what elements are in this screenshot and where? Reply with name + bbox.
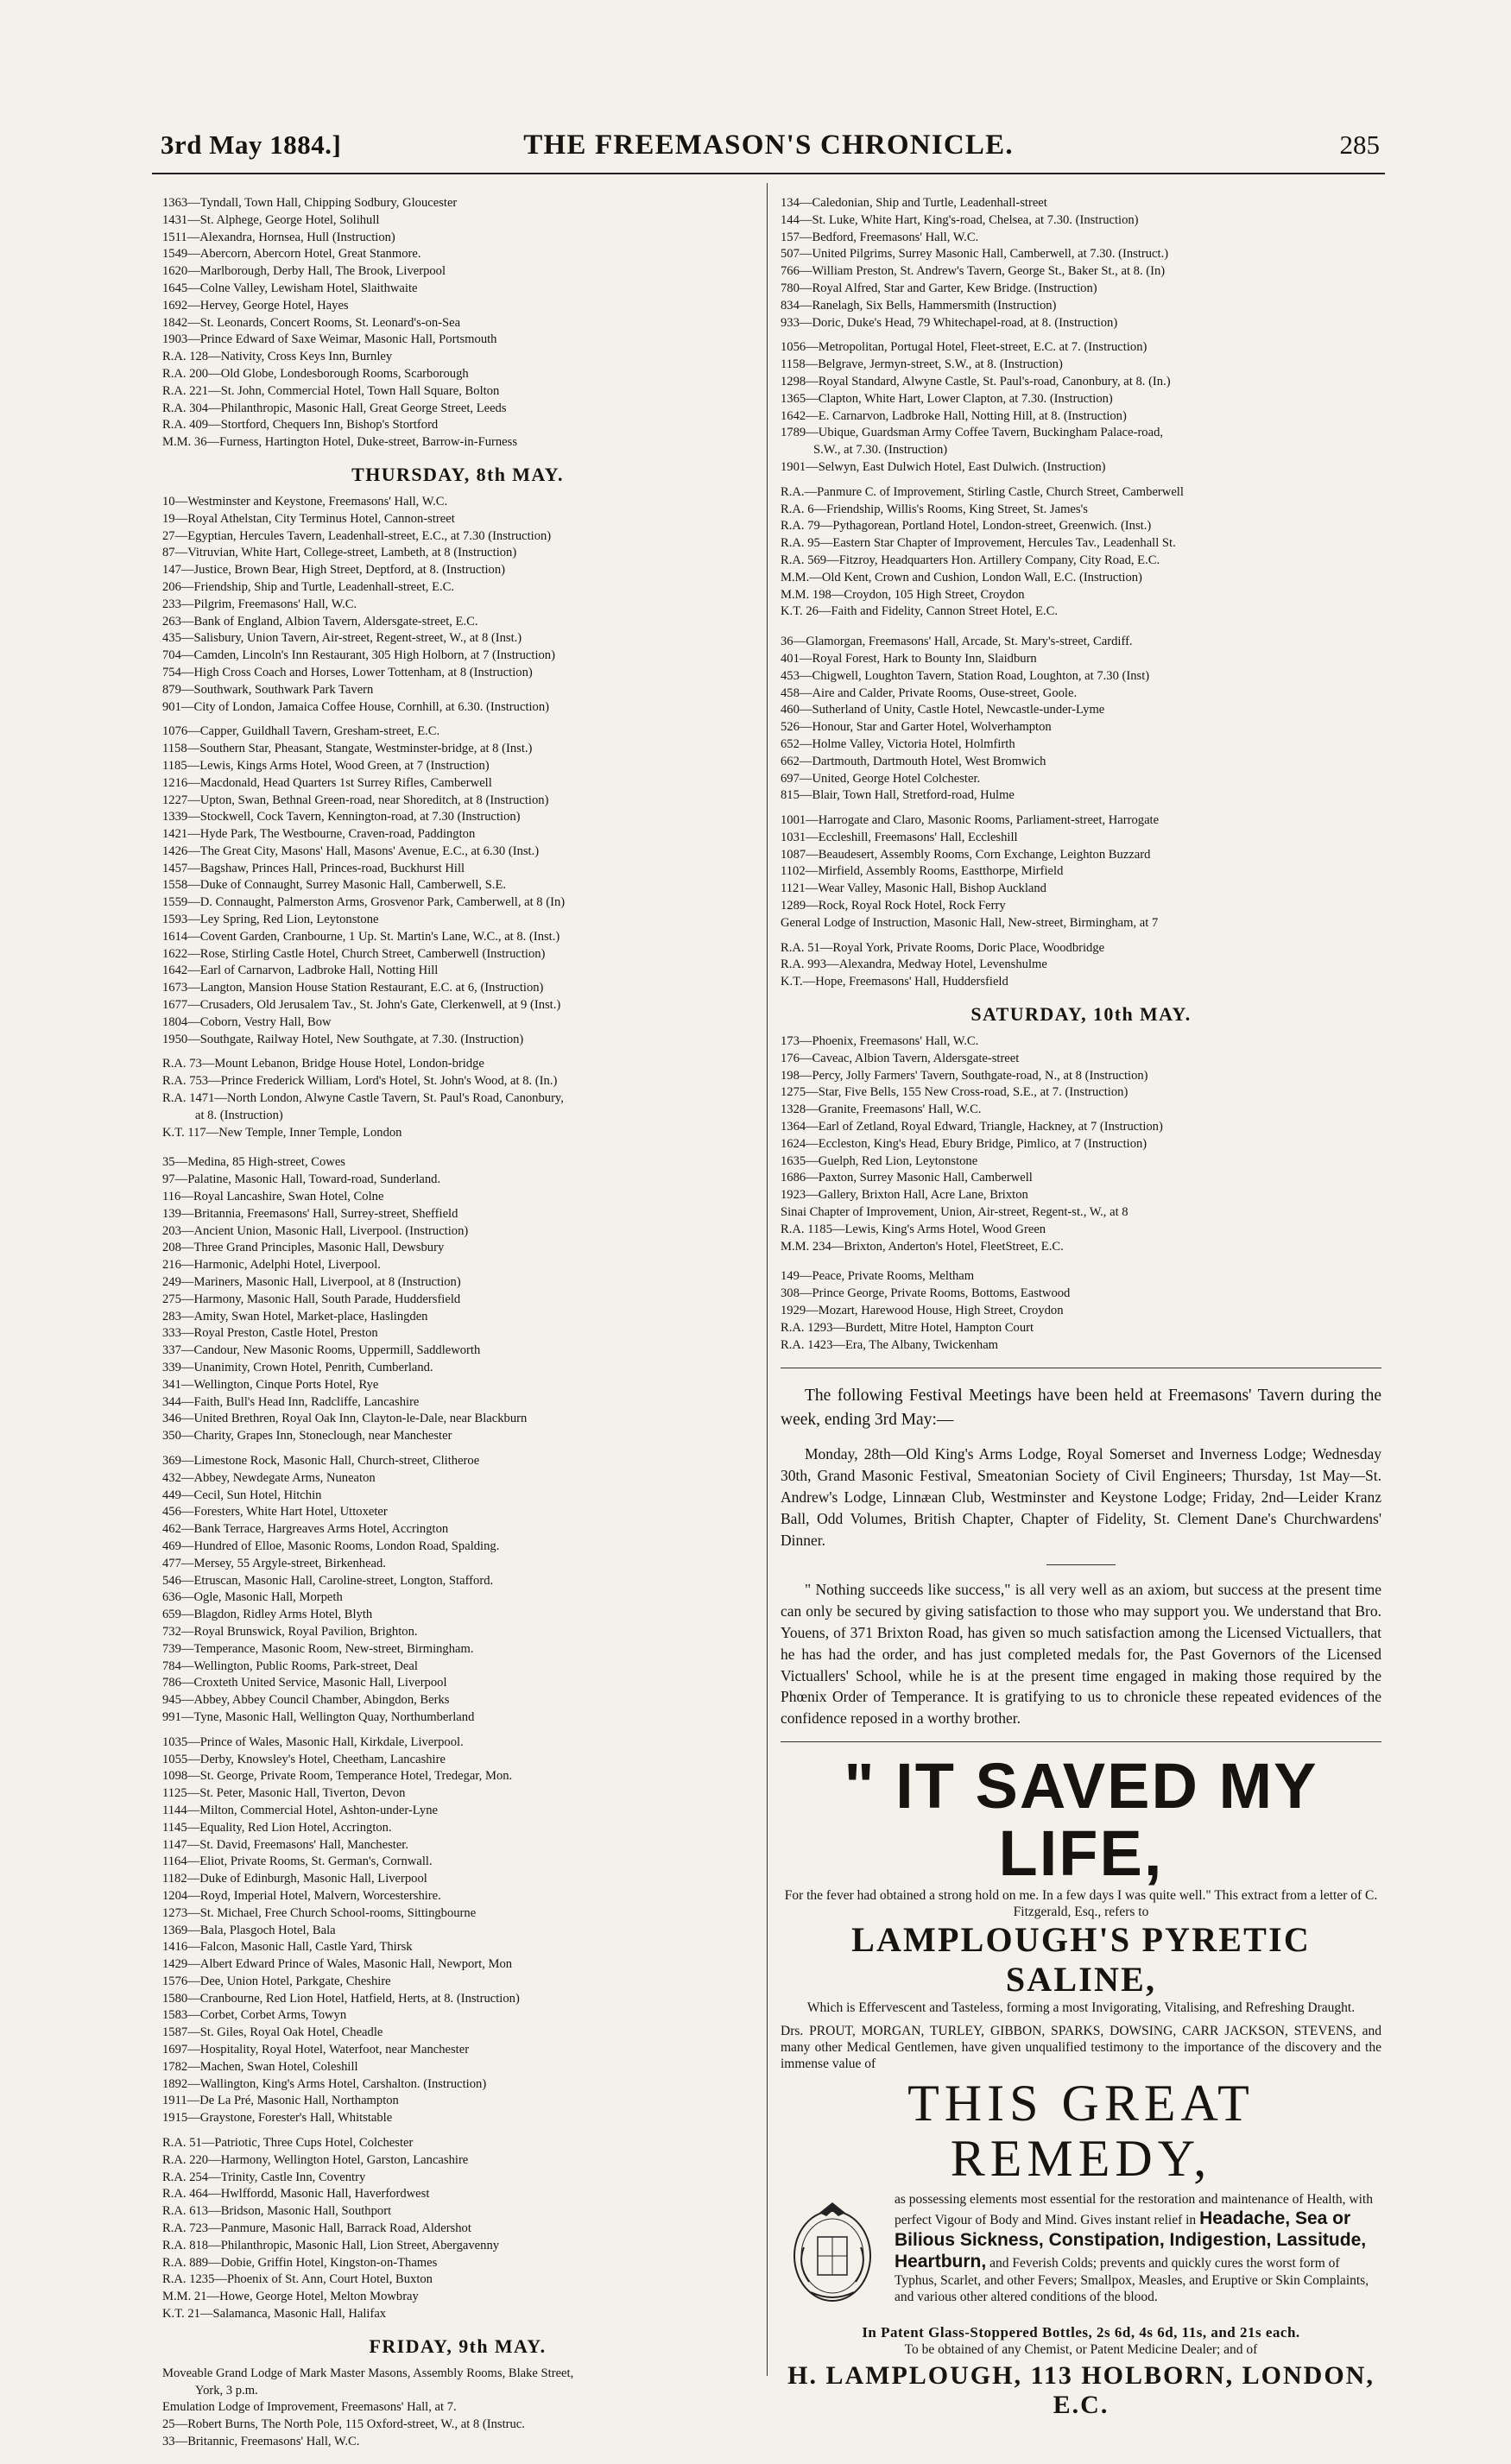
listing-line: 1365—Clapton, White Hart, Lower Clapton, at 7.30. (Instruction) [781,391,1113,406]
listing-line: R.A. 569—Fitzroy, Headquarters Hon. Artillery Company, City Road, E.C. [781,553,1160,567]
youens-article: " Nothing succeeds like success," is all very well as an axiom, but success at the present time can only be secured by giving satisfaction to those who may support you. We understand that Bro. Youens, of 371 Brixton Road, has given so much satisfaction among the Licensed Victuallers, that he has had the order, and has just completed medals for, the Past Governors of the Licensed Victuallers' School, while he is at the present time engaged in making those required by the Phœnix Order of Temperance. It is gratifying to us to chronicle these repeated evidences of the confidence reposed in a worthy brother. [781,1581,1381,1728]
listing-line: R.A. 254—Trinity, Castle Inn, Coventry [162,2170,366,2184]
ad-remedy-complaints: Headache, Sea or Bilious Sickness, Constipation, Indigestion, Lassitude, Heartburn, [895,2208,1367,2272]
ad-headline: " IT SAVED MY LIFE, [844,1749,1318,1889]
ad-remedy-text [895,2191,1381,2306]
friday-provincial-list [781,634,1381,805]
listing-line: 36—Glamorgan, Freemasons' Hall, Arcade, St. Mary's-street, Cardiff. [781,635,1133,649]
short-rule [1046,1564,1116,1565]
listing-line: 1587—St. Giles, Royal Oak Hotel, Cheadle [162,2025,383,2040]
listing-line: 198—Percy, Jolly Farmers' Tavern, Southgate-road, N., at 8 (Instruction) [781,1068,1148,1083]
listing-line: 1001—Harrogate and Claro, Masonic Rooms, Parliament-street, Harrogate [781,813,1160,828]
listing-line: 507—United Pilgrims, Surrey Masonic Hall, Camberwell, at 7.30. (Instruct.) [781,247,1169,262]
listing-line: 249—Mariners, Masonic Hall, Liverpool, at 8 (Instruction) [162,1275,461,1290]
ad-address: H. LAMPLOUGH, 113 HOLBORN, LONDON, E.C. [787,2360,1375,2419]
listing-line: 1055—Derby, Knowsley's Hotel, Cheetham, Lancashire [162,1752,446,1766]
listing-line: 1950—Southgate, Railway Hotel, New Southgate, at 7.30. (Instruction) [162,1032,524,1046]
listing-line: 1363—Tyndall, Town Hall, Chipping Sodbury, Gloucester [162,196,458,210]
listing-line: 341—Wellington, Cinque Ports Hotel, Rye [162,1377,379,1392]
listing-line: General Lodge of Instruction, Masonic Hall, New-street, Birmingham, at 7 [781,915,1159,930]
listing-line: R.A. 95—Eastern Star Chapter of Improvement, Hercules Tav., Leadenhall St. [781,536,1176,551]
listing-line: 526—Honour, Star and Garter Hotel, Wolverhampton [781,720,1052,735]
listing-line: 1842—St. Leonards, Concert Rooms, St. Leonard's-on-Sea [162,315,461,330]
listing-line: 462—Bank Terrace, Hargreaves Arms Hotel, Accrington [162,1522,449,1537]
listing-line: 1298—Royal Standard, Alwyne Castle, St. Paul's-road, Canonbury, at 8. (In.) [781,374,1171,389]
listing-line: 25—Robert Burns, The North Pole, 115 Oxford-street, W., at 8 (Instruc. [162,2417,525,2432]
listing-line: 1789—Ubique, Guardsman Army Coffee Tavern, Buckingham Palace-road, [781,426,1164,440]
listing-line: 139—Britannia, Freemasons' Hall, Surrey-street, Sheffield [162,1206,458,1221]
listing-line: 453—Chigwell, Loughton Tavern, Station Road, Loughton, at 7.30 (Inst) [781,668,1150,683]
right-column [781,195,1381,2420]
thursday-provincial-list [162,1154,753,1445]
listing-line: 1911—De La Pré, Masonic Hall, Northampton [162,2094,399,2108]
ad-remedy-text-2: and Feverish Colds; prevents and quickly cures the worst form of Typhus, Scarlet, and other Fevers; Smallpox, Measles, and Eruptive or Skin Complaints, and various other altered conditions of the blood. [895,2256,1369,2305]
listing-line: 275—Harmony, Masonic Hall, South Parade, Huddersfield [162,1292,461,1306]
listing-line: R.A. 753—Prince Frederick William, Lord's Hotel, St. John's Wood, at 8. (In.) [162,1074,558,1089]
listing-line: R.A. 128—Nativity, Cross Keys Inn, Burnley [162,350,393,364]
listing-line: 27—Egyptian, Hercules Tavern, Leadenhall-street, E.C., at 7.30 (Instruction) [162,528,552,543]
listing-line: 991—Tyne, Masonic Hall, Wellington Quay, Northumberland [162,1709,475,1724]
thursday-chapters-list [162,1056,753,1141]
friday-chapters-list [781,484,1381,621]
listing-line: 1511—Alexandra, Hornsea, Hull (Instruction) [162,230,395,244]
listing-line: 233—Pilgrim, Freemasons' Hall, W.C. [162,597,357,611]
listing-line: 1642—Earl of Carnarvon, Ladbroke Hall, Notting Hill [162,963,439,978]
listing-line: 1635—Guelph, Red Lion, Leytonstone [781,1153,978,1168]
listing-line: R.A. 1423—Era, The Albany, Twickenham [781,1337,999,1352]
listing-line: 546—Etruscan, Masonic Hall, Caroline-street, Longton, Stafford. [162,1573,494,1588]
friday-london-list [781,195,1381,332]
listing-line: K.T. 21—Salamanca, Masonic Hall, Halifax [162,2307,387,2322]
listing-line: 766—William Preston, St. Andrew's Tavern, George St., Baker St., at 8. (In) [781,264,1166,279]
ad-remedy-title: THIS GREAT REMEDY, [907,2074,1255,2187]
column-divider [767,183,768,2376]
listing-line: 149—Peace, Private Rooms, Meltham [781,1269,975,1284]
listing-line: 337—Candour, New Masonic Rooms, Uppermill, Saddleworth [162,1343,481,1358]
listing-line: 1697—Hospitality, Royal Hotel, Waterfoot, near Manchester [162,2043,470,2057]
listing-line: 1056—Metropolitan, Portugal Hotel, Fleet-street, E.C. at 7. (Instruction) [781,340,1147,355]
listing-line: 1164—Eliot, Private Rooms, St. German's, Cornwall. [162,1854,433,1869]
listing-line: 1158—Belgrave, Jermyn-street, S.W., at 8. (Instruction) [781,357,1063,372]
listing-line: 1031—Eccleshill, Freemasons' Hall, Eccleshill [781,830,1018,844]
royal-crest-icon [781,2191,884,2312]
listing-line: 933—Doric, Duke's Head, 79 Whitechapel-road, at 8. (Instruction) [781,315,1118,330]
listing-line: 1182—Duke of Edinburgh, Masonic Hall, Liverpool [162,1872,427,1886]
listing-line: R.A. 1185—Lewis, King's Arms Hotel, Wood Green [781,1222,1046,1236]
listing-line: 1901—Selwyn, East Dulwich Hotel, East Dulwich. (Instruction) [781,459,1106,474]
listing-line: 333—Royal Preston, Castle Hotel, Preston [162,1326,378,1341]
ad-doctors-testimony: Drs. PROUT, MORGAN, TURLEY, GIBBON, SPARKS, DOWSING, CARR JACKSON, STEVENS, and many other Medical Gentlemen, have given unqualified testimony to the importance of the discovery and the immense value of [781,2023,1381,2071]
listing-line: 1804—Coborn, Vestry Hall, Bow [162,1014,332,1029]
listing-line: 1576—Dee, Union Hotel, Parkgate, Cheshire [162,1974,391,1988]
ad-testimonial: For the fever had obtained a strong hold on me. In a few days I was quite well." This extract from a letter of C. Fitzgerald, Esq., refers to [784,1887,1378,1919]
listing-line: 1559—D. Connaught, Palmerston Arms, Grosvenor Park, Camberwell, at 8 (In) [162,895,566,910]
listing-line: 879—Southwark, Southwark Park Tavern [162,682,374,697]
listing-line: 1915—Graystone, Forester's Hall, Whitstable [162,2111,393,2126]
listing-line: 208—Three Grand Principles, Masonic Hall, Dewsbury [162,1241,445,1255]
thursday-provincial-list-2 [162,1453,753,1727]
listing-line: K.T. 26—Faith and Fidelity, Cannon Street Hotel, E.C. [781,604,1059,619]
listing-line: 1076—Capper, Guildhall Tavern, Gresham-street, E.C. [162,724,440,739]
ad-product-name: LAMPLOUGH'S PYRETIC SALINE, [851,1919,1311,1999]
listing-line: 1144—Milton, Commercial Hotel, Ashton-under-Lyne [162,1803,438,1817]
ad-remedy-block [781,2191,1381,2312]
listing-line: 344—Faith, Bull's Head Inn, Radcliffe, Lancashire [162,1394,420,1409]
lamplough-advertisement [781,1741,1381,2420]
listing-line: York, 3 p.m. [195,2383,258,2398]
listing-line: 1642—E. Carnarvon, Ladbroke Hall, Notting Hill, at 8. (Instruction) [781,408,1127,423]
thursday-heading: THURSDAY, 8th MAY. [351,463,564,485]
listing-line: 786—Croxteth United Service, Masonic Hall, Liverpool [162,1676,447,1690]
listing-line: 1923—Gallery, Brixton Hall, Acre Lane, Brixton [781,1188,1028,1203]
listing-line: 1429—Albert Edward Prince of Wales, Masonic Hall, Newport, Mon [162,1957,513,1972]
listing-line: 458—Aire and Calder, Private Rooms, Ouse-street, Goole. [781,685,1078,700]
listing-line: R.A. 73—Mount Lebanon, Bridge House Hotel, London-bridge [162,1057,484,1071]
listing-line: 1185—Lewis, Kings Arms Hotel, Wood Green, at 7 (Instruction) [162,758,490,773]
listing-line: 283—Amity, Swan Hotel, Market-place, Haslingden [162,1309,428,1324]
listing-line: M.M. 198—Croydon, 105 High Street, Croydon [781,587,1025,602]
listing-line: 1328—Granite, Freemasons' Hall, W.C. [781,1102,982,1117]
listing-line: 901—City of London, Jamaica Coffee House, Cornhill, at 6.30. (Instruction) [162,699,550,714]
listing-line: 1204—Royd, Imperial Hotel, Malvern, Worcestershire. [162,1888,441,1903]
listing-line: 1929—Mozart, Harewood House, High Street, Croydon [781,1304,1064,1318]
saturday-provincial-list [781,1268,1381,1354]
listing-line: 449—Cecil, Sun Hotel, Hitchin [162,1488,322,1502]
friday-provincial-list-2 [781,812,1381,932]
ad-remedy-text-1: as possessing elements most essential for the restoration and maintenance of Health, with perfect Vigour of Body and Mind. Gives instant relief in [895,2191,1373,2228]
listing-line: 369—Limestone Rock, Masonic Hall, Church-street, Clitheroe [162,1453,480,1468]
listing-line: 1593—Ley Spring, Red Lion, Leytonstone [162,913,379,927]
listing-line: 1583—Corbet, Corbet Arms, Towyn [162,2008,347,2023]
wednesday-provincial-list [162,195,753,452]
listing-line: 780—Royal Alfred, Star and Garter, Kew Bridge. (Instruction) [781,281,1097,295]
listing-line: 308—Prince George, Private Rooms, Bottoms, Eastwood [781,1286,1071,1301]
listing-line: 1892—Wallington, King's Arms Hotel, Carshalton. (Instruction) [162,2076,487,2091]
listing-line: 1087—Beaudesert, Assembly Rooms, Corn Exchange, Leighton Buzzard [781,847,1151,862]
listing-line: 1147—St. David, Freemasons' Hall, Manchester. [162,1837,408,1852]
friday-provincial-chapters-list [781,940,1381,991]
listing-line: 1431—St. Alphege, George Hotel, Solihull [162,212,380,227]
listing-line: 1673—Langton, Mansion House Station Restaurant, E.C. at 6, (Instruction) [162,981,544,995]
listing-line: 147—Justice, Brown Bear, High Street, Deptford, at 8. (Instruction) [162,563,506,578]
listing-line: 456—Foresters, White Hart Hotel, Uttoxeter [162,1505,388,1519]
listing-line: 1622—Rose, Stirling Castle Hotel, Church Street, Camberwell (Instruction) [162,946,546,961]
friday-heading: FRIDAY, 9th MAY. [369,2334,547,2357]
listing-line: 1035—Prince of Wales, Masonic Hall, Kirkdale, Liverpool. [162,1734,464,1749]
listing-line: 1624—Eccleston, King's Head, Ebury Bridge, Pimlico, at 7 (Instruction) [781,1136,1147,1151]
listing-line: Sinai Chapter of Improvement, Union, Air-street, Regent-st., W., at 8 [781,1205,1129,1220]
listing-line: 1686—Paxton, Surrey Masonic Hall, Camberwell [781,1171,1033,1185]
issue-date: 3rd May 1884.] [161,130,342,160]
listing-line: 176—Caveac, Albion Tavern, Aldersgate-street [781,1051,1020,1065]
listing-line: 1216—Macdonald, Head Quarters 1st Surrey Rifles, Camberwell [162,775,492,790]
listing-line: R.A. 993—Alexandra, Medway Hotel, Levenshulme [781,957,1047,972]
listing-line: R.A. 464—Hwlffordd, Masonic Hall, Haverfordwest [162,2187,430,2202]
listing-line: 33—Britannic, Freemasons' Hall, W.C. [162,2435,360,2449]
listing-line: 1580—Cranbourne, Red Lion Hotel, Hatfield, Herts, at 8. (Instruction) [162,1991,520,2006]
listing-line: R.A. 200—Old Globe, Londesborough Rooms, Scarborough [162,366,469,381]
listing-line: 1273—St. Michael, Free Church School-rooms, Sittingbourne [162,1905,477,1920]
listing-line: R.A. 51—Royal York, Private Rooms, Doric Place, Woodbridge [781,940,1105,955]
listing-line: 815—Blair, Town Hall, Stretford-road, Hulme [781,788,1015,803]
ad-product-description: Which is Effervescent and Tasteless, forming a most Invigorating, Vitalising, and Refreshing Draught. [806,2000,1356,2015]
listing-line: 1558—Duke of Connaught, Surrey Masonic Hall, Camberwell, S.E. [162,878,507,893]
listing-line: 144—St. Luke, White Hart, King's-road, Chelsea, at 7.30. (Instruction) [781,212,1139,227]
listing-line: R.A. 221—St. John, Commercial Hotel, Town Hall Square, Bolton [162,383,500,398]
newspaper-title: THE FREEMASON'S CHRONICLE. [523,130,1014,161]
listing-line: 263—Bank of England, Albion Tavern, Aldersgate-street, E.C. [162,614,478,629]
listing-line: 1614—Covent Garden, Cranbourne, 1 Up. St. Martin's Lane, W.C., at 8. (Inst.) [162,929,560,944]
friday-list [162,2366,753,2451]
listing-line: 401—Royal Forest, Hark to Bounty Inn, Slaidburn [781,651,1037,666]
friday-london-list-2 [781,339,1381,476]
listing-line: R.A. 1293—Burdett, Mitre Hotel, Hampton Court [781,1320,1034,1335]
listing-line: 1416—Falcon, Masonic Hall, Castle Yard, Thirsk [162,1940,413,1955]
listing-line: R.A. 6—Friendship, Willis's Rooms, King Street, St. James's [781,502,1088,516]
listing-line: 339—Unanimity, Crown Hotel, Penrith, Cumberland. [162,1361,433,1374]
listing-line: 469—Hundred of Elloe, Masonic Rooms, London Road, Spalding. [162,1538,500,1553]
listing-line: 35—Medina, 85 High-street, Cowes [162,1155,345,1170]
listing-line: 739—Temperance, Masonic Room, New-street, Birmingham. [162,1641,474,1656]
listing-line: 1645—Colne Valley, Lewisham Hotel, Slaithwaite [162,281,418,295]
listing-line: 945—Abbey, Abbey Council Chamber, Abingdon, Berks [162,1693,450,1708]
listing-line: 1289—Rock, Royal Rock Hotel, Rock Ferry [781,899,1006,913]
listing-line: 1121—Wear Valley, Masonic Hall, Bishop Auckland [781,881,1046,896]
thursday-london-list-2 [162,723,753,1048]
listing-line: at 8. (Instruction) [195,1108,283,1122]
listing-line: 157—Bedford, Freemasons' Hall, W.C. [781,230,979,244]
listing-line: M.M. 36—Furness, Hartington Hotel, Duke-street, Barrow-in-Furness [162,435,517,450]
listing-line: 1620—Marlborough, Derby Hall, The Brook, Liverpool [162,264,446,279]
listing-line: 1369—Bala, Plasgoch Hotel, Bala [162,1923,336,1937]
listing-line: 435—Salisbury, Union Tavern, Air-street, Regent-street, W., at 8 (Inst.) [162,631,522,646]
festival-meetings-text: Monday, 28th—Old King's Arms Lodge, Royal Somerset and Inverness Lodge; Wednesday 30th, Grand Masonic Festival, Smeatonian Society of Civil Engineers; Thursday, 1st May—St. Andrew's Lodge, Linnæan Club, Westminster and Keystone Lodge; Friday, 2nd—Leider Kranz Ball, Odd Volumes, British Chapter, Chapter of Fidelity, St. Clement Dane's Churchwardens' Dinner. [781,1445,1381,1549]
listing-line: 1145—Equality, Red Lion Hotel, Accrington. [162,1820,392,1835]
listing-line: 636—Ogle, Masonic Hall, Morpeth [162,1590,343,1605]
listing-line: R.A. 889—Dobie, Griffin Hotel, Kingston-on-Thames [162,2255,438,2270]
listing-line: 350—Charity, Grapes Inn, Stoneclough, near Manchester [162,1429,452,1444]
listing-line: 754—High Cross Coach and Horses, Lower Tottenham, at 8 (Instruction) [162,665,533,679]
listing-line: 697—United, George Hotel Colchester. [781,771,981,786]
listing-line: 659—Blagdon, Ridley Arms Hotel, Blyth [162,1608,373,1622]
listing-line: 346—United Brethren, Royal Oak Inn, Clayton-le-Dale, near Blackburn [162,1412,528,1426]
thursday-provincial-chapters-list [162,2135,753,2323]
listing-line: 216—Harmonic, Adelphi Hotel, Liverpool. [162,1258,381,1273]
listing-line: R.A. 220—Harmony, Wellington Hotel, Garston, Lancashire [162,2152,469,2167]
festival-intro: The following Festival Meetings have been held at Freemasons' Tavern during the week, ending 3rd May:— [781,1387,1381,1429]
listing-line: 173—Phoenix, Freemasons' Hall, W.C. [781,1034,979,1049]
listing-line: 1457—Bagshaw, Princes Hall, Princes-road, Buckhurst Hill [162,861,465,875]
listing-line: 1158—Southern Star, Pheasant, Stangate, Westminster-bridge, at 8 (Inst.) [162,742,533,756]
page-number: 285 [1339,130,1380,160]
listing-line: 1421—Hyde Park, The Westbourne, Craven-road, Paddington [162,827,476,842]
header-rule [152,173,1385,174]
listing-line: R.A. 613—Bridson, Masonic Hall, Southport [162,2204,392,2219]
listing-line: R.A.—Panmure C. of Improvement, Stirling Castle, Church Street, Camberwell [781,484,1184,499]
listing-line: Moveable Grand Lodge of Mark Master Masons, Assembly Rooms, Blake Street, [162,2366,574,2380]
ad-price-line: In Patent Glass-Stoppered Bottles, 2s 6d, 4s 6d, 11s, and 21s each. [862,2323,1300,2341]
listing-line: M.M. 21—Howe, George Hotel, Melton Mowbray [162,2290,419,2304]
listing-line: 732—Royal Brunswick, Royal Pavilion, Brighton. [162,1624,418,1639]
listing-line: 1339—Stockwell, Cock Tavern, Kennington-road, at 7.30 (Instruction) [162,810,521,824]
listing-line: 704—Camden, Lincoln's Inn Restaurant, 305 High Holborn, at 7 (Instruction) [162,648,555,663]
listing-line: 460—Sutherland of Unity, Castle Hotel, Newcastle-under-Lyme [781,703,1105,717]
listing-line: R.A. 79—Pythagorean, Portland Hotel, London-street, Greenwich. (Inst.) [781,519,1152,534]
thursday-london-list [162,494,753,716]
left-column [162,195,753,2451]
listing-line: 1692—Hervey, George Hotel, Hayes [162,298,349,313]
listing-line: 1227—Upton, Swan, Bethnal Green-road, near Shoreditch, at 8 (Instruction) [162,793,549,807]
saturday-london-list [781,1033,1381,1255]
listing-line: R.A. 818—Philanthropic, Masonic Hall, Lion Street, Abergavenny [162,2238,500,2252]
listing-line: 203—Ancient Union, Masonic Hall, Liverpool. (Instruction) [162,1223,469,1238]
listing-line: R.A. 1235—Phoenix of St. Ann, Court Hotel, Buxton [162,2272,433,2287]
listing-line: K.T. 117—New Temple, Inner Temple, London [162,1125,402,1140]
listing-line: 1426—The Great City, Masons' Hall, Masons' Avenue, E.C., at 6.30 (Inst.) [162,843,540,858]
listing-line: R.A. 409—Stortford, Chequers Inn, Bishop's Stortford [162,418,439,433]
listing-line: 477—Mersey, 55 Argyle-street, Birkenhead. [162,1556,386,1570]
listing-line: 1677—Crusaders, Old Jerusalem Tav., St. John's Gate, Clerkenwell, at 9 (Inst.) [162,998,561,1013]
listing-line: 10—Westminster and Keystone, Freemasons' Hall, W.C. [162,494,448,509]
listing-line: 662—Dartmouth, Dartmouth Hotel, West Bromwich [781,754,1046,768]
listing-line: 1098—St. George, Private Room, Temperance Hotel, Tredegar, Mon. [162,1769,513,1784]
listing-line: M.M.—Old Kent, Crown and Cushion, London Wall, E.C. (Instruction) [781,570,1142,584]
listing-line: 1364—Earl of Zetland, Royal Edward, Triangle, Hackney, at 7 (Instruction) [781,1120,1163,1134]
listing-line: 1549—Abercorn, Abercorn Hotel, Great Stanmore. [162,247,421,262]
page-header [152,130,1385,167]
listing-line: S.W., at 7.30. (Instruction) [813,443,948,458]
listing-line: M.M. 234—Brixton, Anderton's Hotel, FleetStreet, E.C. [781,1239,1064,1254]
listing-line: R.A. 723—Panmure, Masonic Hall, Barrack Road, Aldershot [162,2221,471,2236]
listing-line: 1782—Machen, Swan Hotel, Coleshill [162,2059,358,2074]
listing-line: 1275—Star, Five Bells, 155 New Cross-road, S.E., at 7. (Instruction) [781,1085,1129,1100]
listing-line: K.T.—Hope, Freemasons' Hall, Huddersfield [781,975,1008,989]
listing-line: 1903—Prince Edward of Saxe Weimar, Masonic Hall, Portsmouth [162,332,497,347]
listing-line: 432—Abbey, Newdegate Arms, Nuneaton [162,1470,376,1485]
listing-line: 206—Friendship, Ship and Turtle, Leadenhall-street, E.C. [162,579,455,594]
listing-line: Emulation Lodge of Improvement, Freemasons' Hall, at 7. [162,2400,457,2415]
listing-line: 784—Wellington, Public Rooms, Park-street, Deal [162,1658,418,1673]
listing-line: 1102—Mirfield, Assembly Rooms, Eastthorpe, Mirfield [781,864,1064,879]
ad-obtain-line: To be obtained of any Chemist, or Patent Medicine Dealer; and of [904,2341,1258,2357]
saturday-heading: SATURDAY, 10th MAY. [970,1003,1192,1026]
listing-line: R.A. 1471—North London, Alwyne Castle Tavern, St. Paul's Road, Canonbury, [162,1091,564,1106]
listing-line: 116—Royal Lancashire, Swan Hotel, Colne [162,1190,384,1204]
thursday-provincial-list-3 [162,1734,753,2127]
listing-line: 19—Royal Athelstan, City Terminus Hotel, Cannon-street [162,511,455,526]
listing-line: R.A. 51—Patriotic, Three Cups Hotel, Colchester [162,2136,414,2151]
listing-line: 834—Ranelagh, Six Bells, Hammersmith (Instruction) [781,298,1057,313]
listing-line: 97—Palatine, Masonic Hall, Toward-road, Sunderland. [162,1172,441,1187]
listing-line: 1125—St. Peter, Masonic Hall, Tiverton, Devon [162,1786,406,1801]
listing-line: 652—Holme Valley, Victoria Hotel, Holmfirth [781,736,1015,751]
listing-line: 87—Vitruvian, White Hart, College-street, Lambeth, at 8 (Instruction) [162,546,517,560]
listing-line: 134—Caledonian, Ship and Turtle, Leadenhall-street [781,196,1047,210]
listing-line: R.A. 304—Philanthropic, Masonic Hall, Great George Street, Leeds [162,401,507,415]
